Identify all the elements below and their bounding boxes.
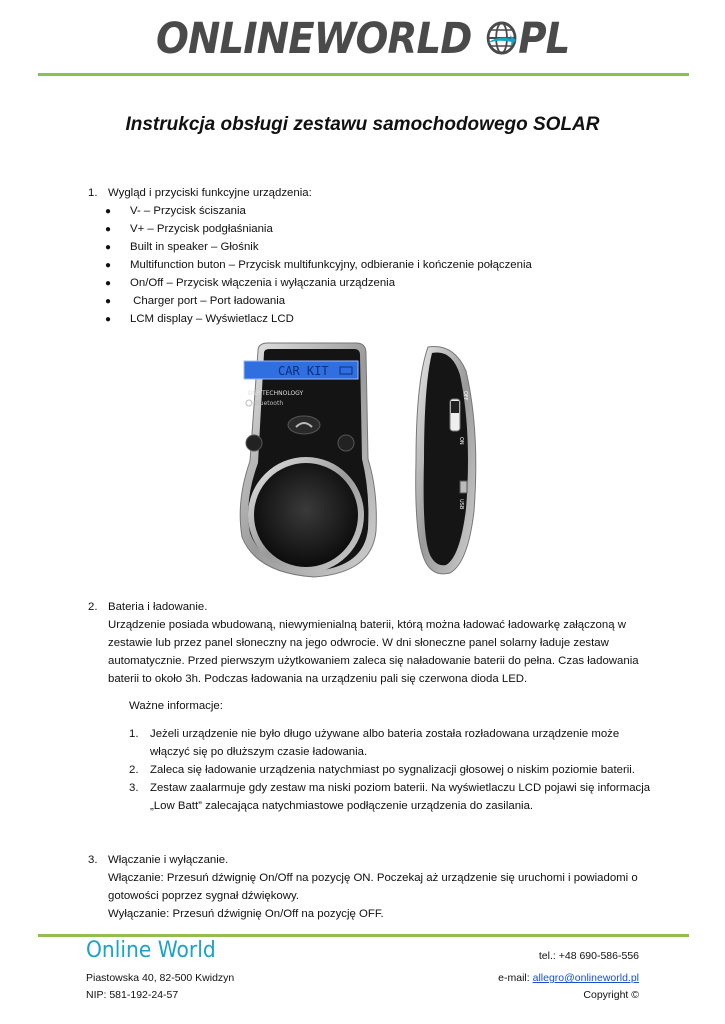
document-title: Instrukcja obsługi zestawu samochodowego SOLAR <box>125 114 600 135</box>
important-item: 1. Jeżeli urządzenie nie było długo używane albo bateria została rozładowana urządzenie może włączyć się po dłuższym czasie ładowania. <box>129 728 620 758</box>
logo-online: ONLINE <box>155 14 314 64</box>
email-link[interactable]: allegro@onlineworld.pl <box>532 972 639 984</box>
feature-item: ● Multifunction buton – Przycisk multifunkcyjny, odbieranie i kończenie połączenia <box>105 259 532 271</box>
footer-divider <box>38 934 689 937</box>
logo-wordmark <box>156 14 569 64</box>
section-3-heading: 3. Włączanie i wyłączanie. <box>88 854 229 866</box>
important-item: 3. Zestaw zaalarmuje gdy zestaw ma niski poziom baterii. Na wyświetlaczu LCD pojawi się informacja „Low Batt” zalecająca natychmiastowe podłączenie urządzenia do zasilania. <box>129 782 651 812</box>
footer-phone: tel.: +48 690-586-556 <box>538 950 639 962</box>
feature-item: ● On/Off – Przycisk włączenia i wyłączania urządzenia <box>105 277 396 289</box>
important-item: 2. Zaleca się ładowanie urządzenia natychmiast po sygnalizacji głosowej o niskim poziomie baterii. <box>129 764 635 776</box>
side-label-on: ON <box>458 437 464 445</box>
feature-item: ● Charger port – Port ładowania <box>105 295 286 307</box>
footer-address: Piastowska 40, 82-500 Kwidzyn <box>86 972 235 984</box>
feature-item: ● V+ – Przycisk podgłaśniania <box>105 223 273 235</box>
logo-pl: PL <box>518 14 570 64</box>
section-1-heading: 1. Wygląd i przyciski funkcyjne urządzenia: <box>88 187 312 199</box>
brand-line-1: DSP TECHNOLOGY <box>248 390 304 397</box>
important-heading: Ważne informacje: <box>129 700 223 712</box>
footer-email-line: e-mail: allegro@onlineworld.pl <box>498 972 639 984</box>
car-kit-product-image <box>228 341 500 581</box>
logo-world: WORLD <box>313 14 472 64</box>
charging-paragraph: Urządzenie posiada wbudowaną, niewymienialną baterii, którą można ładować ładowarkę załączoną w zestawie lub przez panel słoneczny na jego odwrocie. W dni słoneczne panel solarny ładuje zestaw automatycznie. Przed pierwszym użytkowaniem zaleca się naładowanie baterii do pełna. Czas ładowania baterii to około 3h. Podczas ładowania na urządzeniu pali się czerwona dioda LED. <box>108 619 639 685</box>
side-label-usb: USB <box>458 499 464 510</box>
globe-icon <box>486 21 517 55</box>
section-2-heading: 2. Bateria i ładowanie. <box>88 601 208 613</box>
brand-line-2: Bluetooth <box>254 400 284 407</box>
footer-brand: Online World <box>86 938 216 963</box>
site-logo <box>0 14 725 64</box>
feature-item: ● V- – Przycisk ściszania <box>105 205 246 217</box>
feature-item: ● LCM display – Wyświetlacz LCD <box>105 313 294 325</box>
footer-nip: NIP: 581-192-24-57 <box>86 989 179 1001</box>
side-label-off: OFF <box>462 391 468 401</box>
display-text: CAR KIT <box>278 364 329 378</box>
power-paragraph: Włączanie: Przesuń dźwignię On/Off na pozycję ON. Poczekaj aż urządzenie się uruchomi i powiadomi o gotowości poprzez sygnał dźwiękowy. Wyłączanie: Przesuń dźwignię On/Off na pozycję OFF. <box>108 872 638 920</box>
important-list <box>129 725 664 815</box>
header-divider <box>38 73 689 76</box>
feature-item: ● Built in speaker – Głośnik <box>105 241 259 253</box>
footer-copyright: Copyright © <box>583 989 639 1001</box>
